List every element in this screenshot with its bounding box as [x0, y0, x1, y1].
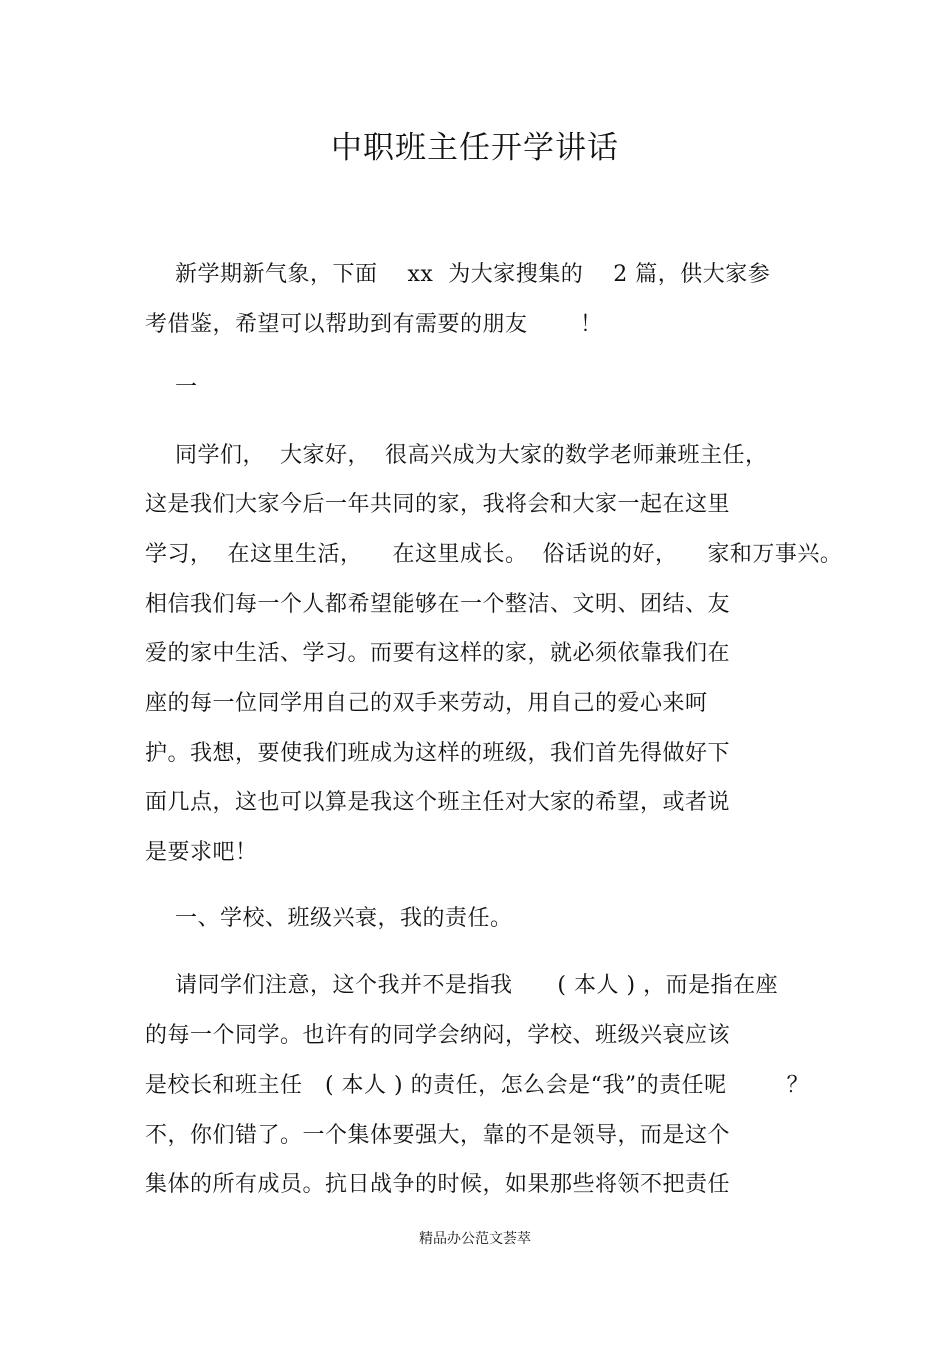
document-title: 中职班主任开学讲话 — [331, 130, 619, 166]
paragraph-line: 不，你们错了。一个集体要强大，靠的不是领导，而是这个 — [145, 1123, 731, 1148]
page-footer: 精品办公范文荟萃 — [419, 1231, 531, 1247]
paragraph-line: 护。我想，要使我们班成为这样的班级，我们首先得做好下 — [145, 741, 731, 766]
paragraph-line: 面几点，这也可以算是我这个班主任对大家的希望，或者说 — [145, 790, 731, 815]
paragraph-line: 爱的家中生活、学习。而要有这样的家，就必须依靠我们在 — [145, 641, 731, 666]
paragraph-line: 请同学们注意，这个我并不是指我 ( 本人 ) ，而是指在座 — [145, 973, 779, 998]
paragraph-line: 是校长和班主任 ( 本人 ) 的责任，怎么会是“我”的责任呢 ？ — [145, 1073, 810, 1098]
paragraph-line: 座的每一位同学用自己的双手来劳动，用自己的爱心来呵 — [145, 691, 708, 716]
paragraph-line: 学习， 在这里生活， 在这里成长。 俗话说的好， 家和万事兴。 — [145, 542, 843, 567]
paragraph-line: 同学们， 大家好， 很高兴成为大家的数学老师兼班主任， — [145, 443, 768, 468]
paragraph-line: 集体的所有成员。抗日战争的时候，如果那些将领不把责任 — [145, 1172, 731, 1197]
paragraph-line: 是要求吧！ — [145, 840, 258, 865]
section-heading: 一、学校、班级兴衰，我的责任。 — [145, 906, 513, 931]
paragraph-line: 新学期新气象，下面 xx 为大家搜集的 2 篇，供大家参 — [145, 262, 771, 287]
paragraph-line: 这是我们大家今后一年共同的家，我将会和大家一起在这里 — [145, 492, 731, 517]
paragraph-line: 的每一个同学。也许有的同学会纳闷，学校、班级兴衰应该 — [145, 1023, 731, 1048]
paragraph-line: 考借鉴，希望可以帮助到有需要的朋友 ！ — [145, 312, 603, 337]
section-number: 一 — [145, 375, 198, 400]
paragraph-line: 相信我们每一个人都希望能够在一个整洁、文明、团结、友 — [145, 592, 731, 617]
